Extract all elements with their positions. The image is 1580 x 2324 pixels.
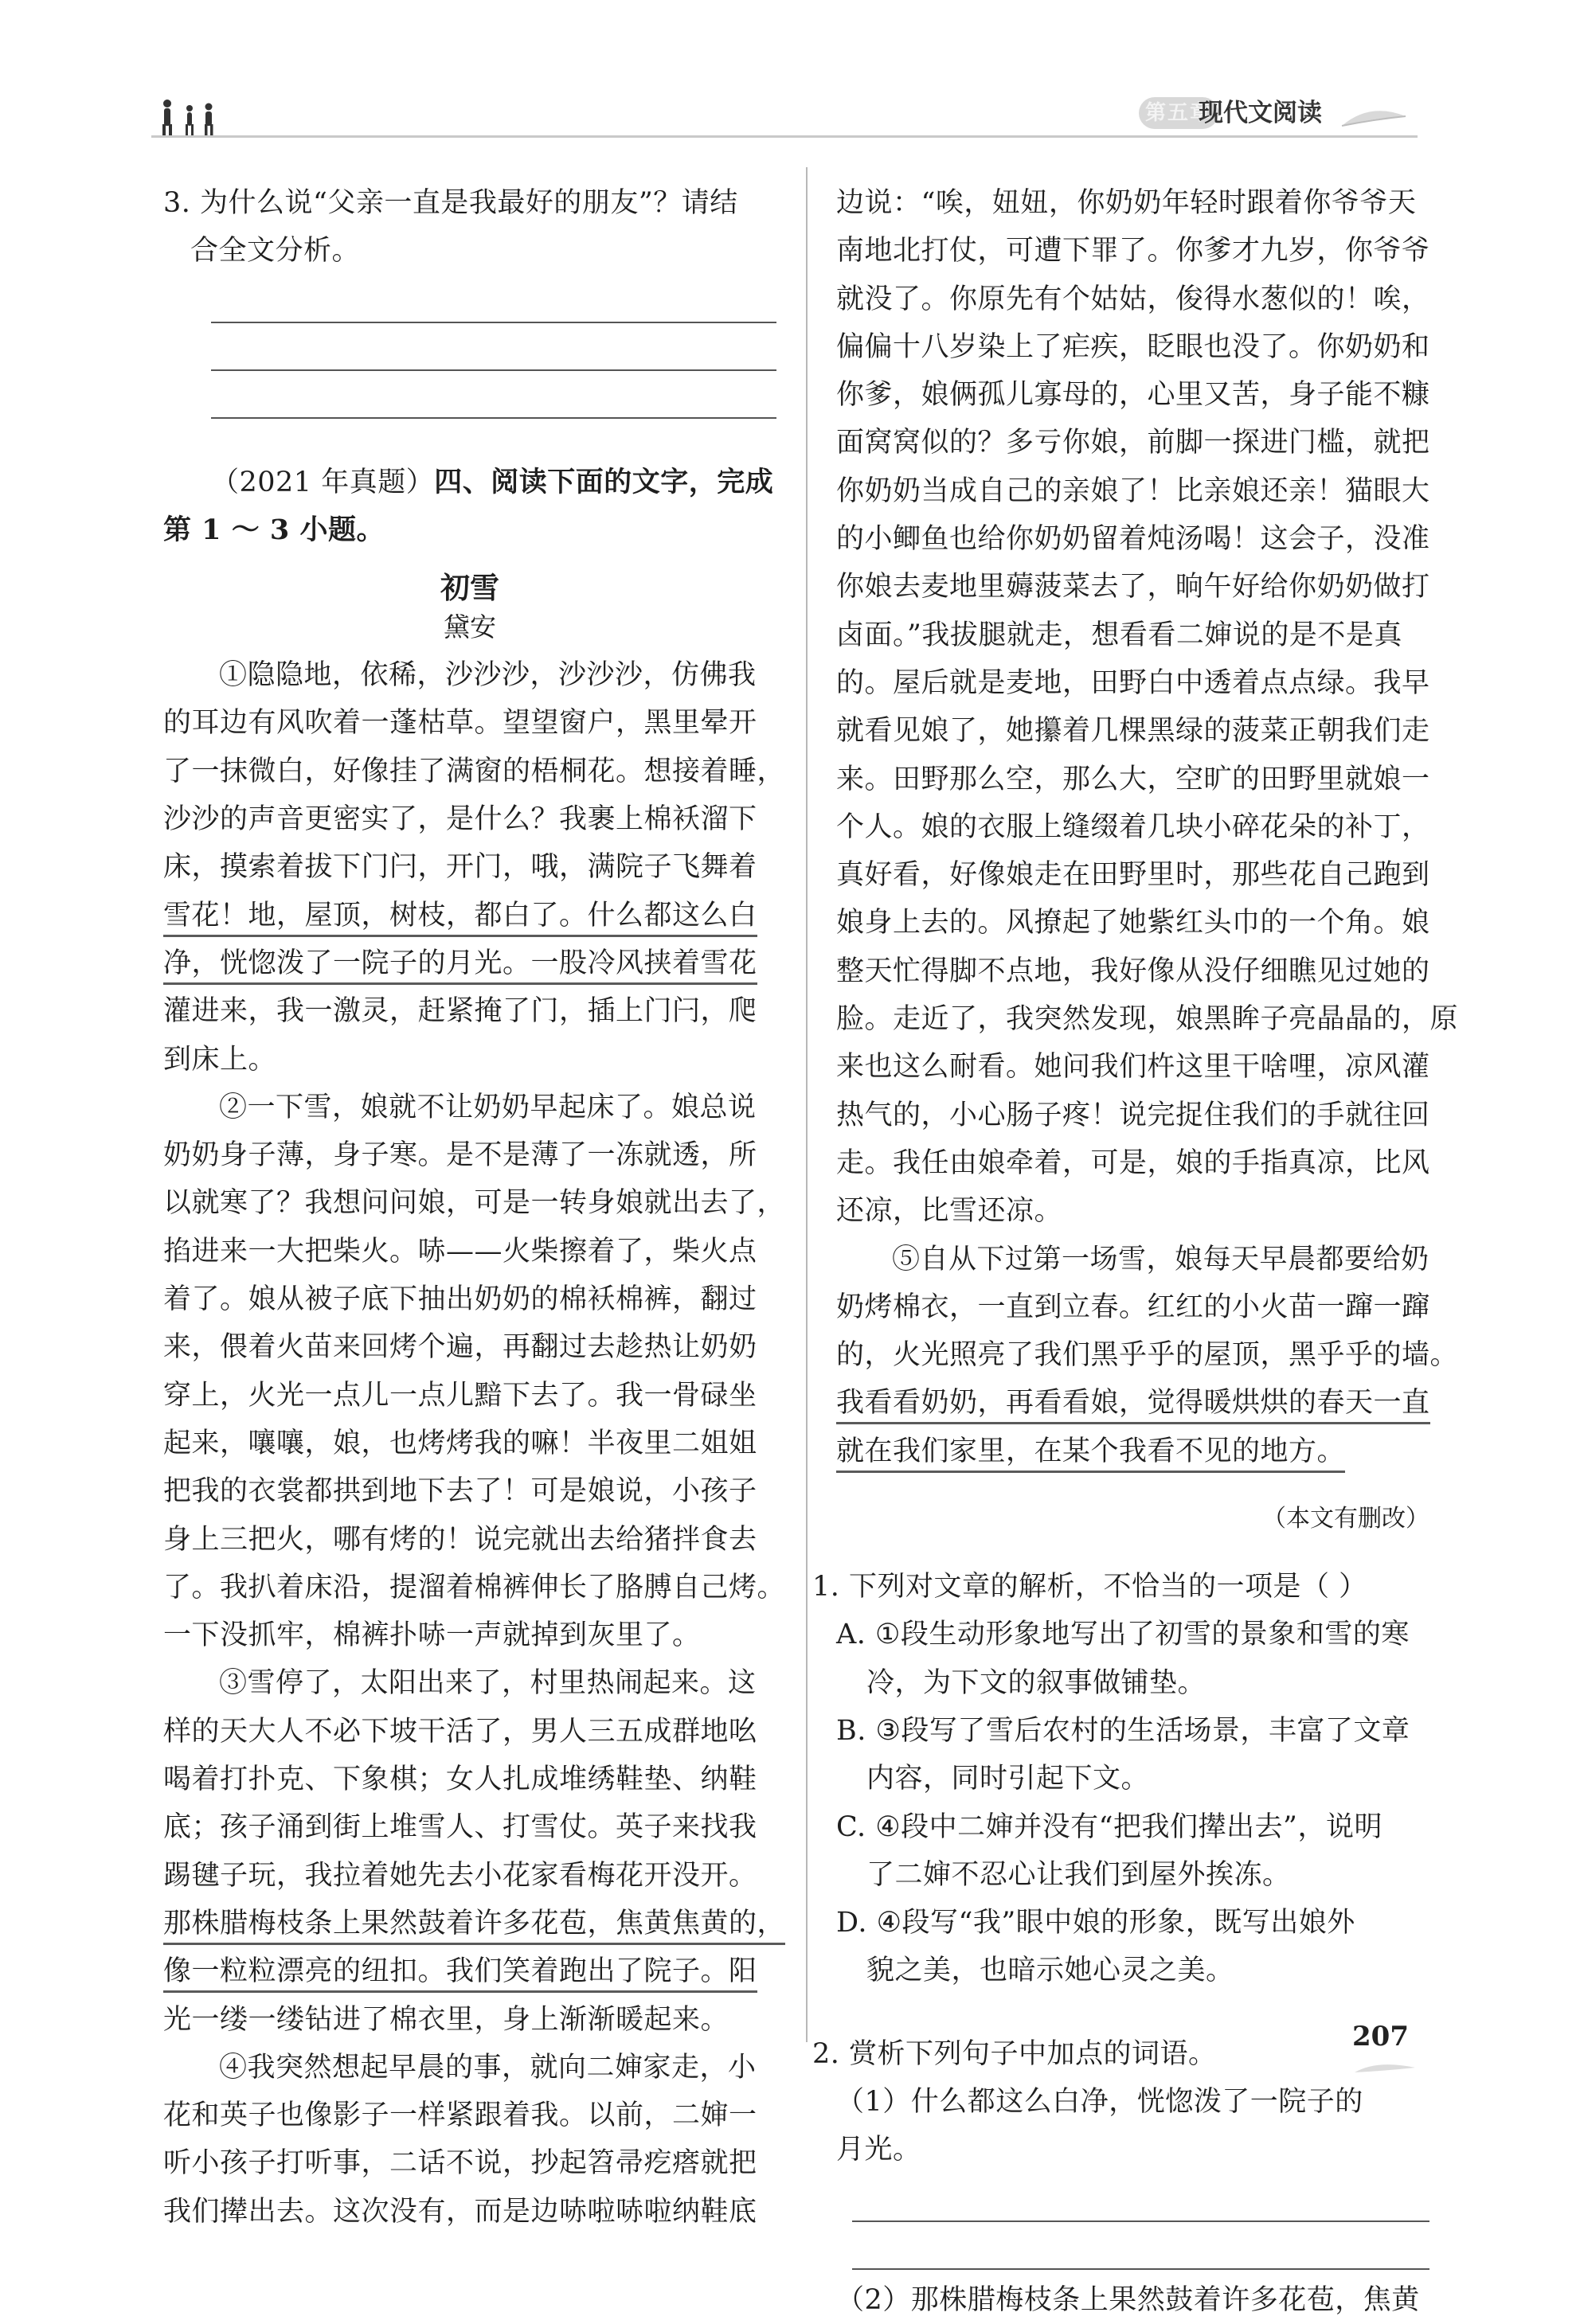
- spacer: [836, 1995, 1429, 2030]
- paragraph-line: 光一缕一缕钻进了棉衣里，身上渐渐暖起来。: [163, 2003, 729, 2036]
- section-intro-text: 四、阅读下面的文字，完成: [434, 465, 774, 498]
- section-intro-line-1: [163, 459, 776, 506]
- question-3-line-1: 3. 为什么说“父亲一直是我最好的朋友”？请结: [163, 187, 738, 219]
- paragraph-line: 穿上，火光一点儿一点儿黯下去了。我一骨碌坐: [163, 1379, 757, 1412]
- option-b: B. ③段写了雪后农村的生活场景，丰富了文章: [836, 1714, 1410, 1747]
- question-2-item-1: （1）什么都这么白净，恍惚泼了一院子的: [836, 2085, 1363, 2118]
- option-b-cont: 内容，同时引起下文。: [866, 1763, 1150, 1795]
- option-d: D. ④段写“我”眼中娘的形象，既写出娘外: [836, 1907, 1355, 1939]
- paragraph-line: ①隐隐地，依稀，沙沙沙，沙沙沙，仿佛我: [219, 659, 757, 692]
- paragraph-line: 来也这么耐看。她问我们杵这里干啥哩，凉风灌: [836, 1051, 1430, 1084]
- paragraph-line: 一下没抓牢，棉裤扑哧一声就掉到灰里了。: [163, 1619, 701, 1652]
- paragraph-line: 走。我任由娘牵着，可是，娘的手指真凉，比风: [836, 1146, 1430, 1179]
- year-tag: （2021 年真题）: [211, 466, 435, 498]
- paragraph-line: 你爹，娘俩孤儿寡母的，心里又苦，身子能不糠: [836, 379, 1430, 412]
- option-c: C. ④段中二婶并没有“把我们撵出去”，说明: [836, 1810, 1382, 1843]
- header-rule: [151, 135, 1418, 138]
- paragraph-line: 偏偏十八岁染上了疟疾，眨眼也没了。你奶奶和: [836, 330, 1430, 363]
- paragraph-line: 就看见娘了，她攥着几棵黑绿的菠菜正朝我们走: [836, 715, 1430, 748]
- column-divider: [806, 167, 808, 2042]
- paragraph-line: 奶奶身子薄，身子寒。是不是薄了一冻就透，所: [163, 1139, 757, 1172]
- underlined-sentence: 净，恍惚泼了一院子的月光。一股冷风挟着雪花: [163, 947, 757, 985]
- paragraph-line: ④我突然想起早晨的事，就向二婶家走，小: [219, 2051, 757, 2084]
- underlined-sentence: 我看看奶奶，再看看娘，觉得暖烘烘的春天一直: [836, 1387, 1430, 1424]
- article-author: 黛安: [444, 611, 496, 643]
- answer-line[interactable]: [852, 2174, 1429, 2222]
- question-3-line-2: 合全文分析。: [190, 235, 361, 268]
- paragraph-line: [836, 1379, 1429, 1427]
- paragraph-line: 到床上。: [163, 1043, 277, 1076]
- question-1-stem: 1. 下列对文章的解析，不恰当的一项是（ ）: [812, 1571, 1367, 1603]
- option-d-cont: 貌之美，也暗示她心灵之美。: [866, 1955, 1234, 1987]
- paragraph-line: 以就寒了？我想问问娘，可是一转身娘就出去了，: [163, 1187, 786, 1220]
- paragraph-line: ⑤自从下过第一场雪，娘每天早晨都要给奶: [892, 1243, 1429, 1275]
- page-header: [151, 94, 1418, 142]
- section-intro-line-2: 第 1 ～ 3 小题。: [163, 513, 385, 546]
- question-2-item-2: （2）那株腊梅枝条上果然鼓着许多花苞，焦黄: [836, 2283, 1420, 2316]
- paragraph-line: 底；孩子涌到街上堆雪人、打雪仗。英子来找我: [163, 1811, 757, 1844]
- underlined-sentence: 就在我们家里，在某个我看不见的地方。: [836, 1435, 1345, 1473]
- paragraph-line: 花和英子也像影子一样紧跟着我。以前，二婶一: [163, 2099, 757, 2132]
- paragraph-line: 来，偎着火苗来回烤个遍，再翻过去趁热让奶奶: [163, 1331, 757, 1364]
- underlined-sentence: 那株腊梅枝条上果然鼓着许多花苞，焦黄焦黄的，: [163, 1908, 785, 1945]
- paragraph-line: 的耳边有风吹着一蓬枯草。望望窗户，黑里晕开: [163, 707, 757, 740]
- paragraph-line: 身上三把火，哪有烤的！说完就出去给猪拌食去: [163, 1523, 757, 1556]
- paragraph-line: 喝着打扑克、下象棋；女人扎成堆绣鞋垫、纳鞋: [163, 1764, 757, 1796]
- paragraph-line: 真好看，好像娘走在田野里时，那些花自己跑到: [836, 859, 1430, 892]
- paragraph-line: 还凉，比雪还凉。: [836, 1195, 1063, 1228]
- paragraph-line: ③雪停了，太阳出来了，村里热闹起来。这: [219, 1667, 757, 1700]
- option-a-cont: 冷，为下文的叙事做铺垫。: [866, 1666, 1207, 1699]
- paragraph-line: 你娘去麦地里薅菠菜去了，晌午好给你奶奶做打: [836, 571, 1430, 603]
- paragraph-line: 娘身上去的。风撩起了她紫红头巾的一个角。娘: [836, 907, 1430, 939]
- paragraph-line: 着了。娘从被子底下抽出奶奶的棉袄棉裤，翻过: [163, 1283, 757, 1316]
- spacer: [836, 2270, 1429, 2276]
- spacer: [163, 419, 776, 459]
- paragraph-line: 床，摸索着拔下门闩，开门，哦，满院子飞舞着: [163, 851, 757, 884]
- paragraph-line: 我们撵出去。这次没有，而是边哧啦哧啦纳鞋底: [163, 2195, 757, 2228]
- paragraph-line: 把我的衣裳都拱到地下去了！可是娘说，小孩子: [163, 1475, 757, 1508]
- walking-figures-icon: [151, 94, 239, 135]
- leaf-ornament-icon: [1353, 2058, 1417, 2082]
- paragraph-line: [163, 939, 776, 987]
- page-number: 207: [1352, 2021, 1409, 2053]
- paragraph-line: [163, 1947, 776, 1995]
- answer-line[interactable]: [211, 371, 776, 419]
- paragraph-line: 南地北打仗，可遭下罪了。你爹才九岁，你爷爷: [836, 235, 1430, 268]
- answer-line[interactable]: [211, 323, 776, 371]
- paragraph-line: 听小孩子打听事，二话不说，抄起笤帚疙瘩就把: [163, 2147, 757, 2180]
- right-column: [812, 179, 1459, 2324]
- paragraph-line: 掐进来一大把柴火。哧——火柴擦着了，柴火点: [163, 1235, 757, 1267]
- question-2-item-1-cont: 月光。: [836, 2134, 921, 2166]
- question-2-stem: 2. 赏析下列句子中加点的词语。: [812, 2037, 1217, 2070]
- paragraph-line: 边说：“唉，妞妞，你奶奶年轻时跟着你爷爷天: [836, 187, 1417, 219]
- answer-line[interactable]: [852, 2222, 1429, 2270]
- paragraph-line: 了一抹微白，好像挂了满窗的梧桐花。想接着睡，: [163, 755, 786, 787]
- edit-note: （本文有删改）: [1262, 1505, 1429, 1533]
- paragraph-line: ②一下雪，娘就不让奶奶早起床了。娘总说: [219, 1091, 757, 1123]
- paragraph-line: 踢毽子玩，我拉着她先去小花家看梅花开没开。: [163, 1859, 757, 1892]
- paragraph-line: 灌进来，我一激灵，赶紧掩了门，插上门闩，爬: [163, 995, 757, 1028]
- answer-line[interactable]: [211, 275, 776, 323]
- paragraph-line: 的，火光照亮了我们黑乎乎的屋顶，黑乎乎的墙。: [836, 1339, 1459, 1372]
- paragraph-line: [163, 1900, 786, 1947]
- option-a: A. ①段生动形象地写出了初雪的景象和雪的寒: [836, 1619, 1410, 1651]
- paragraph-line: 整天忙得脚不点地，我好像从没仔细瞧见过她的: [836, 955, 1430, 987]
- leaf-icon: [1338, 102, 1410, 134]
- article-title: 初雪: [440, 570, 499, 606]
- paragraph-line: 的。屋后就是麦地，田野白中透着点点绿。我早: [836, 666, 1430, 699]
- paragraph-line: 起来，嚷嚷，娘，也烤烤我的嘛！半夜里二姐姐: [163, 1427, 757, 1459]
- paragraph-line: 奶烤棉衣，一直到立春。红红的小火苗一蹿一蹿: [836, 1291, 1430, 1323]
- option-c-cont: 了二婶不忍心让我们到屋外挨冻。: [866, 1858, 1291, 1891]
- left-column: [163, 179, 786, 2236]
- paragraph-line: 脸。走近了，我突然发现，娘黑眸子亮晶晶的，原: [836, 1003, 1459, 1036]
- section-title: 现代文阅读: [1199, 99, 1322, 127]
- paragraph-line: 样的天大人不必下坡干活了，男人三五成群地吆: [163, 1715, 757, 1748]
- paragraph-line: 沙沙的声音更密实了，是什么？我裹上棉袄溜下: [163, 803, 757, 836]
- chapter-badge: 第五章: [1139, 97, 1218, 129]
- spacer: [163, 554, 776, 564]
- paragraph-line: 热气的，小心肠子疼！说完捉住我们的手就往回: [836, 1099, 1430, 1131]
- paragraph-line: 来。田野那么空，那么大，空旷的田野里就娘一: [836, 763, 1430, 795]
- paragraph-line: 面窝窝似的？多亏你娘，前脚一探进门槛，就把: [836, 427, 1430, 459]
- underlined-sentence: 像一粒粒漂亮的纽扣。我们笑着跑出了院子。阳: [163, 1955, 757, 1993]
- paragraph-line: 个人。娘的衣服上缝缀着几块小碎花朵的补丁，: [836, 810, 1430, 843]
- paragraph-line: 的小鲫鱼也给你奶奶留着炖汤喝！这会子，没准: [836, 523, 1430, 556]
- paragraph-line: 就没了。你原先有个姑姑，俊得水葱似的！唉，: [836, 283, 1430, 315]
- paragraph-line: 卤面。”我拔腿就走，想看看二婶说的是不是真: [836, 619, 1402, 651]
- paragraph-line: 了。我扒着床沿，提溜着棉裤伸长了胳膊自己烤。: [163, 1571, 786, 1603]
- paragraph-line: 你奶奶当成自己的亲娘了！比亲娘还亲！猫眼大: [836, 475, 1430, 507]
- paragraph-line: [836, 1428, 1429, 1475]
- underlined-sentence: 雪花！地，屋顶，树枝，都白了。什么都这么白: [163, 900, 757, 937]
- paragraph-line: [163, 892, 776, 939]
